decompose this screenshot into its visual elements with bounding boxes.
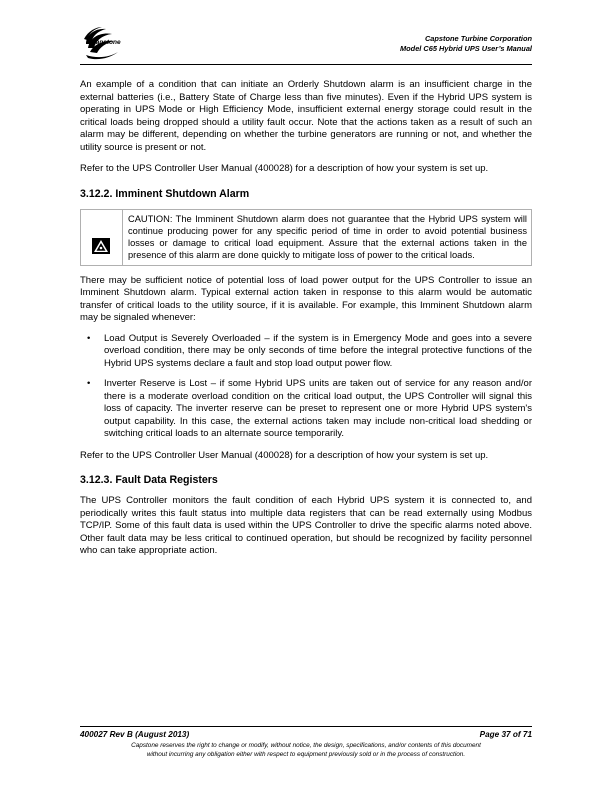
footer-disclaimer xyxy=(80,741,532,759)
section-heading-fault-data-registers: 3.12.3. Fault Data Registers xyxy=(80,474,218,486)
caution-icon-cell xyxy=(81,210,123,265)
bullet-text: Inverter Reserve is Lost – if some Hybrid UPS units are taken out of service for any reason and/or there is a moderate overload condition on the critical load output, the UPS Controller will signal this loss of capacity. The inverter reserve can be preset to represent one or more Hybrid UPS system's output capability. In this case, the external actions taken may include non-critical load shedding or switching critical loads to an alternate source temporarily. xyxy=(104,378,532,439)
paragraph-fault-data: The UPS Controller monitors the fault condition of each Hybrid UPS system it is connected to, and periodically writes this fault status into multiple data registers that can be read externally using Modbus TCP/IP. Some of this fault data is used within the UPS Controller to drive the specific alarms noted above. Other fault data may be less critical to continued operation, but should be recognized by facility personnel who can take appropriate action. xyxy=(80,495,532,556)
caution-warning-icon xyxy=(92,238,110,254)
footer-divider xyxy=(80,726,532,727)
page-header xyxy=(80,26,532,64)
page-content xyxy=(80,79,532,558)
manual-title: Model C65 Hybrid UPS User’s Manual xyxy=(400,44,532,53)
paragraph-orderly-shutdown: An example of a condition that can initiate an Orderly Shutdown alarm is an insufficient charge in the external batteries (i.e., Battery State of Charge less than five minutes). Even if the Hybrid UPS system is operating in UPS Mode or High Efficiency Mode, insufficient external energy storage could result in the critical loads being dropped should a utility fault occur. Note that the actions taken as a result of such an alarm may be different, depending on whether the turbine generators are running or not, and whether the utility source is present or not. xyxy=(80,79,532,153)
bullet-text: Load Output is Severely Overloaded – if the system is in Emergency Mode and goes into a severe overload condition, there may be only seconds of time before the integral protective functions of the Hybrid UPS systems declare a fault and stop load output power flow. xyxy=(104,332,532,369)
disclaimer-line-1: Capstone reserves the right to change or modify, without notice, the design, specifications, and/or contents of this document xyxy=(131,742,481,749)
company-name: Capstone Turbine Corporation xyxy=(424,34,532,43)
condition-bullet-list xyxy=(80,333,532,441)
header-title-block xyxy=(400,34,532,54)
paragraph-refer-manual-2: Refer to the UPS Controller User Manual (400028) for a description of how your system is set up. xyxy=(80,449,489,461)
caution-text: CAUTION: The Imminent Shutdown alarm does not guarantee that the Hybrid UPS system will continue producing power for any specific period of time in order to avoid potential business losses or damage to critical load equipment. Assure that the external actions taken in the presence of this alarm are done quickly to mitigate loss of power to the critical loads. xyxy=(128,213,527,260)
section-heading-imminent-shutdown: 3.12.2. Imminent Shutdown Alarm xyxy=(80,187,250,200)
logo-wordmark: Capstone xyxy=(91,39,121,46)
bullet-icon: • xyxy=(87,378,91,389)
header-divider xyxy=(80,64,532,65)
paragraph-imminent-notice: There may be sufficient notice of potential loss of load power output for the UPS Controller to issue an Imminent Shutdown alarm. Typical external action taken in response to this alarm would be automatic transfer of critical loads to the utility source, if it is available. For example, this Imminent Shutdown alarm may be signaled whenever: xyxy=(80,274,532,323)
document-revision: 400027 Rev B (August 2013) xyxy=(80,730,190,739)
capstone-logo xyxy=(80,26,140,62)
disclaimer-line-2: without incurring any obligation either with respect to equipment previously sold or in the process of construction. xyxy=(146,751,466,758)
caution-box xyxy=(80,209,532,266)
list-item xyxy=(80,378,532,441)
list-item xyxy=(80,333,532,371)
paragraph-refer-manual-1: Refer to the UPS Controller User Manual (400028) for a description of how your system is set up. xyxy=(80,163,489,174)
bullet-icon: • xyxy=(87,332,91,344)
page-number: Page 37 of 71 xyxy=(479,730,532,739)
